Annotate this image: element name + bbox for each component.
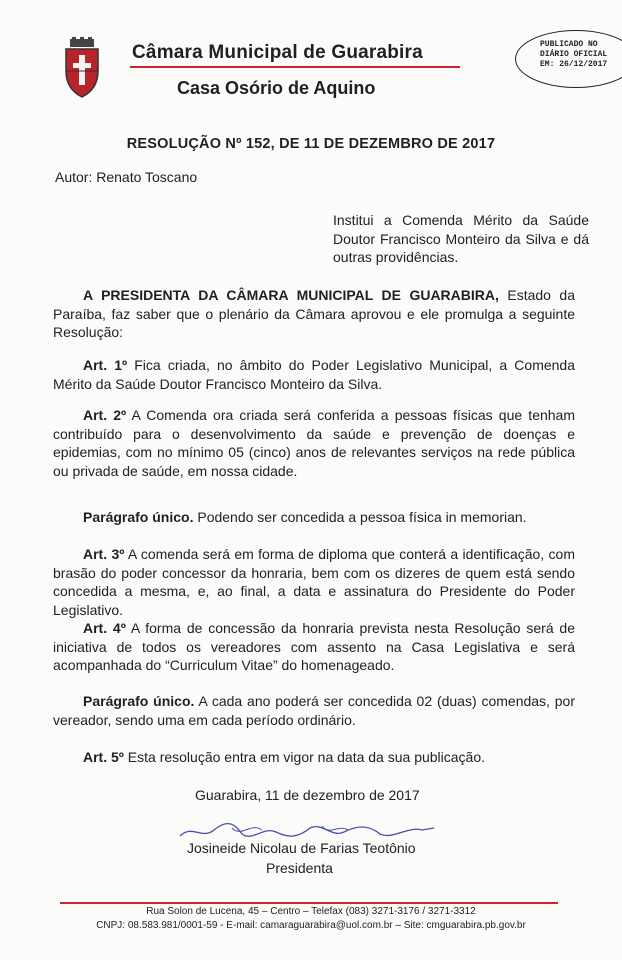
intro-bold: A PRESIDENTA DA CÂMARA MUNICIPAL DE GUARABIRA, [83, 287, 499, 303]
signatory-name: Josineide Nicolau de Farias Teotônio [187, 840, 416, 856]
resolution-heading: RESOLUÇÃO Nº 152, DE 11 DE DEZEMBRO DE 2017 [126, 136, 496, 152]
article-text: A comenda será em forma de diploma que conterá a identificação, com brasão do poder concessor da honraria, bem com os dizeres de quem está sendo concedida a mesma, e, ao final, a data e assinatura do Presidente do Poder Legislativo. [53, 546, 575, 618]
article-label: Art. 1º [83, 357, 128, 373]
sole-paragraph-2 [53, 692, 575, 729]
place-date: Guarabira, 11 de dezembro de 2017 [195, 787, 420, 803]
footer-divider [60, 902, 558, 904]
stamp-line: EM: 26/12/2017 [540, 60, 608, 69]
article-text: A Comenda ora criada será conferida a pessoas físicas que tenham contribuído para o desenvolvimento da saúde e prevenção de doenças e epidemias, com no mínimo 05 (cinco) anos de relevantes serviços na rede pública ou privada de saúde, em nossa cidade. [53, 407, 575, 479]
paragraph-text: A cada ano poderá ser concedida 02 (duas) comendas, por vereador, sendo uma em cada período ordinário. [53, 693, 575, 728]
header-divider [130, 66, 460, 68]
article-4 [53, 619, 575, 675]
resolution-summary: Institui a Comenda Mérito da Saúde Doutor Francisco Monteiro da Silva e dá outras providências. [333, 212, 589, 265]
article-label: Art. 3º [83, 546, 125, 562]
institution-subtitle: Casa Osório de Aquino [177, 78, 376, 98]
article-3 [53, 545, 575, 619]
stamp-line: DIÁRIO OFICIAL [540, 50, 608, 59]
article-label: Art. 4º [83, 620, 126, 636]
article-text: Fica criada, no âmbito do Poder Legislativo Municipal, a Comenda Mérito da Saúde Doutor Francisco Monteiro da Silva. [53, 357, 575, 392]
sole-paragraph-1 [53, 508, 575, 527]
article-text: A forma de concessão da honraria prevista nesta Resolução será de iniciativa de todos os vereadores com assento na Casa Legislativa e será acompanhada do “Curriculum Vitae” do homenageado. [53, 620, 575, 673]
intro-paragraph [53, 286, 575, 342]
article-5 [53, 748, 575, 767]
article-label: Art. 5º [83, 749, 124, 765]
article-2 [53, 406, 575, 480]
article-label: Art. 2º [83, 407, 127, 423]
footer-address: Rua Solon de Lucena, 45 – Centro – Telefax (083) 3271-3176 / 3271-3312 [146, 906, 476, 917]
signatory-role: Presidenta [266, 860, 333, 876]
footer-contact: CNPJ: 08.583.981/0001-59 - E-mail: camaraguarabira@uol.com.br – Site: cmguarabira.pb.gov.br [96, 920, 526, 931]
paragraph-label: Parágrafo único. [83, 509, 194, 525]
publication-stamp [515, 30, 622, 88]
intro-text: Estado da Paraíba, faz saber que o plenário da Câmara aprovou e ele promulga a seguinte Resolução: [53, 287, 575, 340]
article-1 [53, 356, 575, 393]
paragraph-text: Podendo ser concedida a pessoa física in memorian. [193, 509, 527, 525]
coat-of-arms-icon [62, 37, 102, 99]
stamp-line: PUBLICADO NO [540, 40, 598, 49]
author-line: Autor: Renato Toscano [55, 169, 198, 185]
article-text: Esta resolução entra em vigor na data da sua publicação. [123, 749, 486, 765]
institution-title: Câmara Municipal de Guarabira [132, 42, 423, 63]
paragraph-label: Parágrafo único. [83, 693, 195, 709]
